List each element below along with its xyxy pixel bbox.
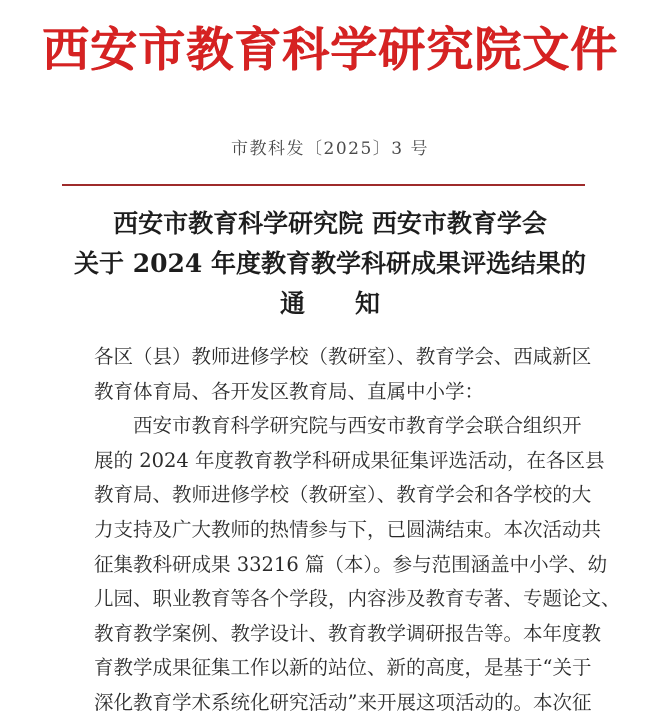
title-line-2: 关于 2024 年度教育教学科研成果评选结果的 xyxy=(74,249,586,278)
document-masthead xyxy=(0,22,660,80)
body-line: 教育体育局、各开发区教育局、直属中小学： xyxy=(94,379,485,403)
body-line: 各区（县）教师进修学校（教研室）、教育学会、西咸新区 xyxy=(94,345,592,368)
document-title-block xyxy=(70,204,590,324)
body-line: 力支持及广大教师的热情参与下，已圆满结束。本次活动共 xyxy=(94,517,602,541)
document-body xyxy=(94,340,621,721)
body-line: 深化教育学术系统化研究活动”来开展这项活动的。本次征 xyxy=(94,690,592,714)
red-separator-rule xyxy=(62,184,585,186)
body-line: 育教学成果征集工作以新的站位、新的高度，是基于“关于 xyxy=(94,656,592,680)
body-line: 西安市教育科学研究院与西安市教育学会联合组织开 xyxy=(94,414,582,438)
body-line: 征集教科研成果 33216 篇（本）。参与范围涵盖中小学、幼 xyxy=(94,552,608,576)
body-line: 教育局、教师进修学校（教研室）、教育学会和各学校的大 xyxy=(94,483,592,507)
title-line-notice: 通 知 xyxy=(279,289,380,318)
masthead-title: 西安市教育科学研究院文件 xyxy=(42,23,618,78)
title-line-1: 西安市教育科学研究院 西安市教育学会 xyxy=(113,209,547,238)
body-line: 教育教学案例、教学设计、教育教学调研报告等。本年度教 xyxy=(94,621,602,645)
document-serial-number: 市教科发〔2025〕3 号 xyxy=(231,139,429,159)
body-line: 儿园、职业教育等各个学段，内容涉及教育专著、专题论文、 xyxy=(94,587,621,611)
body-line: 展的 2024 年度教育教学科研成果征集评选活动，在各区县 xyxy=(94,448,605,472)
